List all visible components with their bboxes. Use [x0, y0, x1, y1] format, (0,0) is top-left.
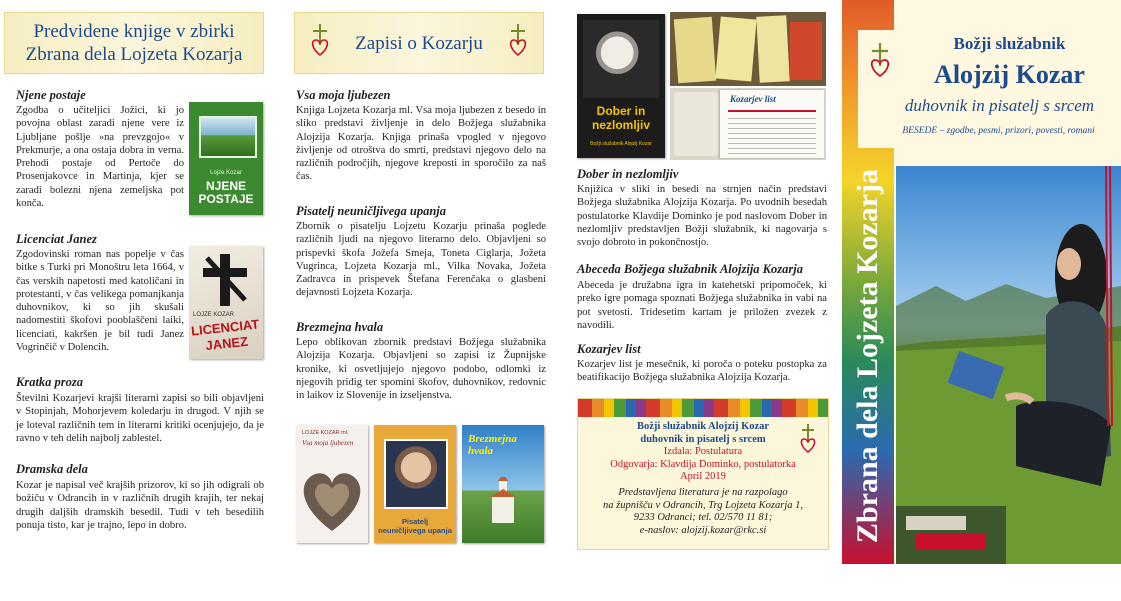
cover-photo: [896, 166, 1121, 564]
book-cover-pisatelj: [374, 425, 456, 543]
dvd-title: Dober in nezlomljiv: [591, 104, 650, 132]
section-text: Kozarjev list je mesečnik, ki poroča o poteku postopka za beatifikacijo Božjega služabnika Alojzija Kozarja.: [577, 359, 827, 384]
portrait-image: [583, 20, 659, 98]
section-heading: Vsa moja ljubezen: [296, 88, 391, 102]
section-heading: Dramska dela: [16, 462, 88, 476]
cover-title-box: [858, 30, 1121, 148]
section-text: Zgodovinski roman nas popelje v čas bitke s Turki pri Monoštru leta 1664, v čas verskih napetosti med katoličani in protestanti, v čas velikega pomanjkanja duhovnikov, ki so jih skušali nadomestiti škofovi pooblaščeni laiki, licenciati, kakršen je bil tudi Janez Vogrinčič v Dolencih.: [16, 249, 184, 354]
colophon-box: [577, 398, 829, 550]
cross-heart-icon: [507, 23, 529, 57]
book-author: LOJZE KOZAR: [193, 312, 235, 318]
card: [756, 15, 789, 82]
book-title: NJENE POSTAJE: [198, 179, 254, 206]
cover-subtitle: duhovnik in pisatelj s srcem: [904, 96, 1095, 115]
book-author: LOJZE KOZAR ml.: [302, 430, 349, 436]
section-text: Knjižica v sliki in besedi na strnjen način predstavi Božjega služabnika Alojzija Kozarja. Po uvodnih besedah postulatorke Klavdije Dominko je pod naslovom Dober in nezlomljiv predstavljen Božji služabnik, ki nagovarja s svojo dobroto in pokončnostjo.: [577, 184, 827, 249]
newsletter-sheet: [674, 92, 726, 156]
card: [715, 17, 756, 82]
section-text: Številni Kozarjevi krajši literarni zapisi so bili objavljeni v Stopinjah, Mohorjevem koledarju in drugod. V njih se je loteval različnih tem in literarni kritiki ocenjujejo, da je ravno v teh delih najbolj zablestel.: [16, 393, 264, 444]
book-cover-brezmejna-hvala: [462, 425, 544, 543]
divider: [728, 110, 816, 112]
colophon-email: e-naslov: alojzij.kozar@rkc.si: [639, 524, 767, 536]
book-photo: [199, 116, 257, 158]
cover-vertical-title: Zbrana dela Lojzeta Kozarja: [851, 168, 884, 544]
dvd-subtitle: Božji služabnik Alojzij Kozar: [590, 141, 652, 147]
dvd-cover-dober-in-nezlomljiv: [577, 14, 665, 158]
colophon-subtitle: duhovnik in pisatelj s srcem: [640, 433, 766, 445]
section-heading: Brezmejna hvala: [296, 320, 384, 334]
book-title: Brezmejna hvala: [468, 433, 517, 457]
colophon-address: na župnišču v Odrancih, Trg Lojzeta Kozarja 1,: [602, 499, 803, 511]
panel2-banner: [294, 12, 544, 74]
newsletter-front: [720, 90, 824, 158]
panel2-title: Zapisi o Kozarju: [355, 33, 483, 54]
section-heading: Njene postaje: [16, 88, 86, 102]
panel-writings-about-kozar: [282, 0, 564, 564]
colorful-stripe: [578, 399, 828, 417]
card: [790, 22, 822, 80]
book-cover-vsa-moja-ljubezen: [296, 425, 368, 543]
book-cover-njene-postaje: [189, 102, 263, 215]
section-text: Knjiga Lojzeta Kozarja ml. Vsa moja ljubezen z besedo in sliko predstavi življenje in delo Božjega služabnika Alojzija Kozarja. Knjiga prinaša vpogled v njegovo življenje od otroštva do smrti, predstavi njegovo delo na različnih področjih, njegove kreposti in sporočilo za naš čas.: [296, 105, 546, 183]
cover-kicker: Božji služabnik: [953, 34, 1066, 53]
section-heading: Dober in nezlomljiv: [577, 167, 679, 181]
panel1-banner: [4, 12, 264, 74]
cover-name: Alojzij Kozar: [934, 60, 1085, 89]
colophon-note: Predstavljena literatura je na razpolago: [618, 486, 788, 498]
woman-reading-image: [896, 166, 1121, 564]
colophon-date: April 2019: [680, 471, 726, 483]
panel1-title: Predvidene knjige v zbirki Zbrana dela Lojzeta Kozarja: [25, 21, 243, 65]
colophon-phone: 9233 Odranci; tel. 02/570 11 81;: [633, 512, 773, 524]
book-title: Pisatelj neuničljivega upanja: [378, 517, 452, 535]
section-heading: Abeceda Božjega služabnik Alojzija Kozarja: [577, 262, 803, 276]
cross-heart-icon: [868, 42, 892, 78]
book-author: Lojze Kozar: [210, 170, 242, 176]
church-image: [462, 477, 544, 537]
card: [674, 17, 716, 83]
book-cover-licenciat-janez: [189, 246, 263, 359]
book-title: LICENCIAT JANEZ: [190, 316, 260, 354]
colophon-title: Božji služabnik Alojzij Kozar: [636, 421, 770, 432]
cover-tagline: BESEDE – zgodbe, pesmi, prizori, povesti, romani: [902, 126, 1095, 136]
panel-planned-books: [0, 0, 282, 564]
section-heading: Licenciat Janez: [16, 232, 97, 246]
section-text: Kozar je napisal več krajših prizorov, ki so jih odigrali ob božiču v Odrancih in v različnih drugih krajih, ter nekaj drugih daljših dramskih besedil. Tudi v teh besedilih ponuja tisto, kar je trajno, lepo in dobro.: [16, 480, 264, 531]
cross-icon: [189, 250, 263, 310]
kozarjev-list-image: [670, 88, 826, 160]
section-heading: Pisatelj neuničljivega upanja: [296, 204, 447, 218]
newsletter-text-lines: [728, 118, 816, 154]
heart-collage-image: [296, 457, 368, 537]
cover-panel: [842, 0, 1121, 564]
book-title: Vsa moja ljubezen: [302, 439, 354, 447]
section-text: Zbornik o pisatelju Lojzetu Kozarju prinaša poglede različnih ljudi na njegovo literarno delo. Objavljeni so prispevki škofa Jožefa Smeja, Toneta Ciglarja, Jožeta Vugrinca, Lojzeta Kozarja ml., Vilka Novaka, Jožeta Zadravca in prispevek Štefana Ferenčaka o glasbeni dejavnosti Lojzeta Kozarja.: [296, 221, 546, 299]
cross-heart-icon: [798, 423, 818, 453]
newsletter-title: Kozarjev list: [730, 94, 776, 104]
abeceda-cards-image: [670, 12, 826, 86]
section-heading: Kozarjev list: [577, 342, 641, 356]
colophon-editor: Odgovarja: Klavdija Dominko, postulatorka: [610, 458, 796, 470]
portrait-image: [384, 439, 448, 509]
panel-other-publications: [564, 0, 842, 564]
colophon-publisher: Izdala: Postulatura: [663, 446, 743, 458]
section-heading: Kratka proza: [16, 375, 84, 389]
section-text: Lepo oblikovan zbornik predstavi Božjega služabnika Alojzija Kozarja. Objavljeni so zapisi iz Župnijske kronike, ki osvetljujejo njegovo podobo, odlomki iz njegovih pridig ter spomini škofov, duhovnikov, redovnic in laikov iz Slovenije in izseljenstva.: [296, 337, 546, 402]
section-text: Abeceda je družabna igra in katehetski pripomoček, ki preko igre pomaga spoznati Božjega služabnika in vabi na pot svetosti. Tridesetim kartam je priložen zvezek z navodili.: [577, 280, 827, 331]
section-text: Zgodba o učiteljici Jožici, ki jo povojna oblast zaradi njene vere iz Ljubljane pošlje »na prevzgojo« v Prekmurje, a ona ostaja dobra in verna. Prehodi postaje od Pertoče do Prosenjakovce in Martinja, kjer se zaradi bolezni njena zemeljska pot konča.: [16, 105, 184, 210]
